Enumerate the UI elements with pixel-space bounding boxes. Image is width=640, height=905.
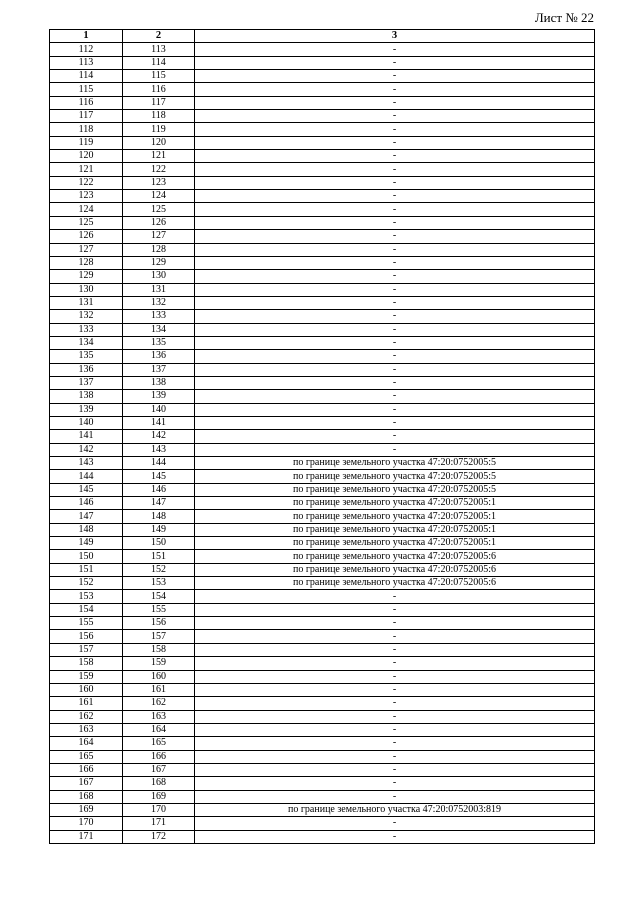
description-cell: - bbox=[195, 176, 595, 189]
description-cell: - bbox=[195, 296, 595, 309]
table-row bbox=[50, 550, 595, 563]
from-point-cell: 149 bbox=[50, 537, 123, 550]
to-point-cell: 152 bbox=[123, 563, 195, 576]
table-row bbox=[50, 350, 595, 363]
description-cell: по границе земельного участка 47:20:0752005:1 bbox=[195, 537, 595, 550]
description-cell: - bbox=[195, 697, 595, 710]
description-cell: - bbox=[195, 270, 595, 283]
to-point-cell: 148 bbox=[123, 510, 195, 523]
table-row bbox=[50, 296, 595, 309]
from-point-cell: 116 bbox=[50, 96, 123, 109]
table-row bbox=[50, 483, 595, 496]
from-point-cell: 127 bbox=[50, 243, 123, 256]
from-point-cell: 135 bbox=[50, 350, 123, 363]
to-point-cell: 140 bbox=[123, 403, 195, 416]
to-point-cell: 157 bbox=[123, 630, 195, 643]
table-row bbox=[50, 723, 595, 736]
from-point-cell: 137 bbox=[50, 376, 123, 389]
from-point-cell: 142 bbox=[50, 443, 123, 456]
from-point-cell: 169 bbox=[50, 803, 123, 816]
table-row bbox=[50, 323, 595, 336]
table-row bbox=[50, 523, 595, 536]
description-cell: - bbox=[195, 70, 595, 83]
description-cell: - bbox=[195, 56, 595, 69]
table-row bbox=[50, 803, 595, 816]
table-row bbox=[50, 790, 595, 803]
to-point-cell: 166 bbox=[123, 750, 195, 763]
table-row bbox=[50, 96, 595, 109]
table-row bbox=[50, 123, 595, 136]
description-cell: - bbox=[195, 710, 595, 723]
to-point-cell: 165 bbox=[123, 737, 195, 750]
description-cell: - bbox=[195, 150, 595, 163]
from-point-cell: 119 bbox=[50, 136, 123, 149]
to-point-cell: 134 bbox=[123, 323, 195, 336]
description-cell: - bbox=[195, 283, 595, 296]
description-cell: - bbox=[195, 830, 595, 843]
table-row bbox=[50, 43, 595, 56]
table-row bbox=[50, 390, 595, 403]
from-point-cell: 126 bbox=[50, 230, 123, 243]
to-point-cell: 156 bbox=[123, 617, 195, 630]
to-point-cell: 120 bbox=[123, 136, 195, 149]
table-row bbox=[50, 336, 595, 349]
to-point-cell: 161 bbox=[123, 683, 195, 696]
table-row bbox=[50, 256, 595, 269]
table-row bbox=[50, 430, 595, 443]
from-point-cell: 115 bbox=[50, 83, 123, 96]
from-point-cell: 164 bbox=[50, 737, 123, 750]
description-cell: - bbox=[195, 203, 595, 216]
from-point-cell: 120 bbox=[50, 150, 123, 163]
description-cell: - bbox=[195, 243, 595, 256]
table-row bbox=[50, 577, 595, 590]
to-point-cell: 163 bbox=[123, 710, 195, 723]
description-cell: - bbox=[195, 216, 595, 229]
description-cell: - bbox=[195, 163, 595, 176]
description-cell: - bbox=[195, 737, 595, 750]
column-header-2: 2 bbox=[123, 30, 195, 43]
from-point-cell: 130 bbox=[50, 283, 123, 296]
from-point-cell: 125 bbox=[50, 216, 123, 229]
to-point-cell: 153 bbox=[123, 577, 195, 590]
description-cell: - bbox=[195, 43, 595, 56]
to-point-cell: 151 bbox=[123, 550, 195, 563]
column-header-3: 3 bbox=[195, 30, 595, 43]
column-header-1: 1 bbox=[50, 30, 123, 43]
from-point-cell: 152 bbox=[50, 577, 123, 590]
to-point-cell: 138 bbox=[123, 376, 195, 389]
from-point-cell: 147 bbox=[50, 510, 123, 523]
description-cell: - bbox=[195, 123, 595, 136]
sheet-number: Лист № 22 bbox=[534, 10, 594, 25]
from-point-cell: 129 bbox=[50, 270, 123, 283]
table-row bbox=[50, 777, 595, 790]
description-cell: - bbox=[195, 363, 595, 376]
table-row bbox=[50, 657, 595, 670]
to-point-cell: 145 bbox=[123, 470, 195, 483]
to-point-cell: 139 bbox=[123, 390, 195, 403]
to-point-cell: 143 bbox=[123, 443, 195, 456]
description-cell: - bbox=[195, 310, 595, 323]
from-point-cell: 112 bbox=[50, 43, 123, 56]
description-cell: - bbox=[195, 390, 595, 403]
table-row bbox=[50, 443, 595, 456]
to-point-cell: 119 bbox=[123, 123, 195, 136]
to-point-cell: 128 bbox=[123, 243, 195, 256]
to-point-cell: 121 bbox=[123, 150, 195, 163]
from-point-cell: 138 bbox=[50, 390, 123, 403]
from-point-cell: 124 bbox=[50, 203, 123, 216]
table-row bbox=[50, 830, 595, 843]
from-point-cell: 160 bbox=[50, 683, 123, 696]
to-point-cell: 137 bbox=[123, 363, 195, 376]
description-cell: - bbox=[195, 256, 595, 269]
to-point-cell: 171 bbox=[123, 817, 195, 830]
from-point-cell: 145 bbox=[50, 483, 123, 496]
from-point-cell: 114 bbox=[50, 70, 123, 83]
from-point-cell: 128 bbox=[50, 256, 123, 269]
table-row bbox=[50, 176, 595, 189]
table-row bbox=[50, 270, 595, 283]
from-point-cell: 157 bbox=[50, 643, 123, 656]
to-point-cell: 122 bbox=[123, 163, 195, 176]
table-row bbox=[50, 683, 595, 696]
table-row bbox=[50, 83, 595, 96]
table-row bbox=[50, 310, 595, 323]
description-cell: - bbox=[195, 430, 595, 443]
from-point-cell: 122 bbox=[50, 176, 123, 189]
description-cell: - bbox=[195, 230, 595, 243]
description-cell: - bbox=[195, 403, 595, 416]
from-point-cell: 153 bbox=[50, 590, 123, 603]
to-point-cell: 132 bbox=[123, 296, 195, 309]
to-point-cell: 149 bbox=[123, 523, 195, 536]
table-body bbox=[50, 43, 595, 844]
to-point-cell: 141 bbox=[123, 416, 195, 429]
to-point-cell: 124 bbox=[123, 190, 195, 203]
to-point-cell: 146 bbox=[123, 483, 195, 496]
table-row bbox=[50, 190, 595, 203]
description-cell: по границе земельного участка 47:20:0752005:5 bbox=[195, 470, 595, 483]
from-point-cell: 121 bbox=[50, 163, 123, 176]
table-row bbox=[50, 203, 595, 216]
table-row bbox=[50, 670, 595, 683]
table-row bbox=[50, 643, 595, 656]
from-point-cell: 133 bbox=[50, 323, 123, 336]
to-point-cell: 127 bbox=[123, 230, 195, 243]
to-point-cell: 167 bbox=[123, 763, 195, 776]
to-point-cell: 164 bbox=[123, 723, 195, 736]
to-point-cell: 160 bbox=[123, 670, 195, 683]
table-row bbox=[50, 537, 595, 550]
from-point-cell: 141 bbox=[50, 430, 123, 443]
description-cell: - bbox=[195, 617, 595, 630]
description-cell: - bbox=[195, 136, 595, 149]
description-cell: - bbox=[195, 750, 595, 763]
table-row bbox=[50, 603, 595, 616]
description-cell: - bbox=[195, 416, 595, 429]
table-row bbox=[50, 216, 595, 229]
description-cell: - bbox=[195, 350, 595, 363]
to-point-cell: 172 bbox=[123, 830, 195, 843]
from-point-cell: 156 bbox=[50, 630, 123, 643]
from-point-cell: 165 bbox=[50, 750, 123, 763]
description-cell: - bbox=[195, 83, 595, 96]
description-cell: по границе земельного участка 47:20:0752005:1 bbox=[195, 497, 595, 510]
description-cell: по границе земельного участка 47:20:0752005:1 bbox=[195, 523, 595, 536]
description-cell: - bbox=[195, 790, 595, 803]
table-row bbox=[50, 710, 595, 723]
description-cell: - bbox=[195, 376, 595, 389]
table-row bbox=[50, 376, 595, 389]
to-point-cell: 169 bbox=[123, 790, 195, 803]
table-row bbox=[50, 737, 595, 750]
table-row bbox=[50, 697, 595, 710]
table-row bbox=[50, 497, 595, 510]
to-point-cell: 116 bbox=[123, 83, 195, 96]
description-cell: - bbox=[195, 763, 595, 776]
table-header bbox=[50, 30, 595, 43]
description-cell: - bbox=[195, 817, 595, 830]
from-point-cell: 171 bbox=[50, 830, 123, 843]
to-point-cell: 135 bbox=[123, 336, 195, 349]
from-point-cell: 113 bbox=[50, 56, 123, 69]
to-point-cell: 150 bbox=[123, 537, 195, 550]
description-cell: - bbox=[195, 190, 595, 203]
description-cell: - bbox=[195, 643, 595, 656]
table-row bbox=[50, 563, 595, 576]
table-row bbox=[50, 230, 595, 243]
table-row bbox=[50, 243, 595, 256]
from-point-cell: 134 bbox=[50, 336, 123, 349]
table-row bbox=[50, 416, 595, 429]
table-row bbox=[50, 817, 595, 830]
description-cell: - bbox=[195, 603, 595, 616]
from-point-cell: 148 bbox=[50, 523, 123, 536]
description-cell: по границе земельного участка 47:20:0752005:6 bbox=[195, 550, 595, 563]
from-point-cell: 144 bbox=[50, 470, 123, 483]
to-point-cell: 113 bbox=[123, 43, 195, 56]
description-cell: по границе земельного участка 47:20:0752005:1 bbox=[195, 510, 595, 523]
description-cell: - bbox=[195, 96, 595, 109]
description-cell: - bbox=[195, 670, 595, 683]
from-point-cell: 143 bbox=[50, 457, 123, 470]
description-cell: по границе земельного участка 47:20:0752005:5 bbox=[195, 483, 595, 496]
table-row bbox=[50, 283, 595, 296]
from-point-cell: 139 bbox=[50, 403, 123, 416]
from-point-cell: 132 bbox=[50, 310, 123, 323]
table-row bbox=[50, 403, 595, 416]
to-point-cell: 168 bbox=[123, 777, 195, 790]
to-point-cell: 115 bbox=[123, 70, 195, 83]
description-cell: - bbox=[195, 723, 595, 736]
description-cell: по границе земельного участка 47:20:0752005:6 bbox=[195, 577, 595, 590]
to-point-cell: 154 bbox=[123, 590, 195, 603]
description-cell: - bbox=[195, 630, 595, 643]
to-point-cell: 126 bbox=[123, 216, 195, 229]
from-point-cell: 162 bbox=[50, 710, 123, 723]
to-point-cell: 130 bbox=[123, 270, 195, 283]
to-point-cell: 114 bbox=[123, 56, 195, 69]
to-point-cell: 129 bbox=[123, 256, 195, 269]
from-point-cell: 154 bbox=[50, 603, 123, 616]
to-point-cell: 170 bbox=[123, 803, 195, 816]
table-row bbox=[50, 136, 595, 149]
from-point-cell: 151 bbox=[50, 563, 123, 576]
from-point-cell: 117 bbox=[50, 110, 123, 123]
boundary-table bbox=[49, 29, 595, 844]
description-cell: - bbox=[195, 110, 595, 123]
from-point-cell: 136 bbox=[50, 363, 123, 376]
from-point-cell: 140 bbox=[50, 416, 123, 429]
table-row bbox=[50, 110, 595, 123]
table-row bbox=[50, 163, 595, 176]
to-point-cell: 158 bbox=[123, 643, 195, 656]
table-row bbox=[50, 470, 595, 483]
from-point-cell: 123 bbox=[50, 190, 123, 203]
to-point-cell: 131 bbox=[123, 283, 195, 296]
from-point-cell: 131 bbox=[50, 296, 123, 309]
table-row bbox=[50, 457, 595, 470]
description-cell: - bbox=[195, 657, 595, 670]
from-point-cell: 168 bbox=[50, 790, 123, 803]
to-point-cell: 125 bbox=[123, 203, 195, 216]
table-row bbox=[50, 70, 595, 83]
to-point-cell: 117 bbox=[123, 96, 195, 109]
from-point-cell: 146 bbox=[50, 497, 123, 510]
table-row bbox=[50, 590, 595, 603]
table-row bbox=[50, 510, 595, 523]
table-row bbox=[50, 56, 595, 69]
description-cell: - bbox=[195, 323, 595, 336]
to-point-cell: 136 bbox=[123, 350, 195, 363]
table-row bbox=[50, 763, 595, 776]
description-cell: - bbox=[195, 336, 595, 349]
to-point-cell: 159 bbox=[123, 657, 195, 670]
from-point-cell: 159 bbox=[50, 670, 123, 683]
to-point-cell: 144 bbox=[123, 457, 195, 470]
description-cell: - bbox=[195, 777, 595, 790]
from-point-cell: 155 bbox=[50, 617, 123, 630]
to-point-cell: 155 bbox=[123, 603, 195, 616]
to-point-cell: 142 bbox=[123, 430, 195, 443]
from-point-cell: 167 bbox=[50, 777, 123, 790]
description-cell: - bbox=[195, 443, 595, 456]
to-point-cell: 118 bbox=[123, 110, 195, 123]
table-row bbox=[50, 363, 595, 376]
table-row bbox=[50, 617, 595, 630]
description-cell: по границе земельного участка 47:20:0752003:819 bbox=[195, 803, 595, 816]
table-row bbox=[50, 150, 595, 163]
description-cell: по границе земельного участка 47:20:0752005:6 bbox=[195, 563, 595, 576]
to-point-cell: 123 bbox=[123, 176, 195, 189]
from-point-cell: 170 bbox=[50, 817, 123, 830]
from-point-cell: 118 bbox=[50, 123, 123, 136]
description-cell: по границе земельного участка 47:20:0752005:5 bbox=[195, 457, 595, 470]
from-point-cell: 150 bbox=[50, 550, 123, 563]
to-point-cell: 133 bbox=[123, 310, 195, 323]
from-point-cell: 161 bbox=[50, 697, 123, 710]
description-cell: - bbox=[195, 683, 595, 696]
table-row bbox=[50, 750, 595, 763]
description-cell: - bbox=[195, 590, 595, 603]
table-row bbox=[50, 630, 595, 643]
from-point-cell: 163 bbox=[50, 723, 123, 736]
from-point-cell: 166 bbox=[50, 763, 123, 776]
from-point-cell: 158 bbox=[50, 657, 123, 670]
to-point-cell: 162 bbox=[123, 697, 195, 710]
to-point-cell: 147 bbox=[123, 497, 195, 510]
